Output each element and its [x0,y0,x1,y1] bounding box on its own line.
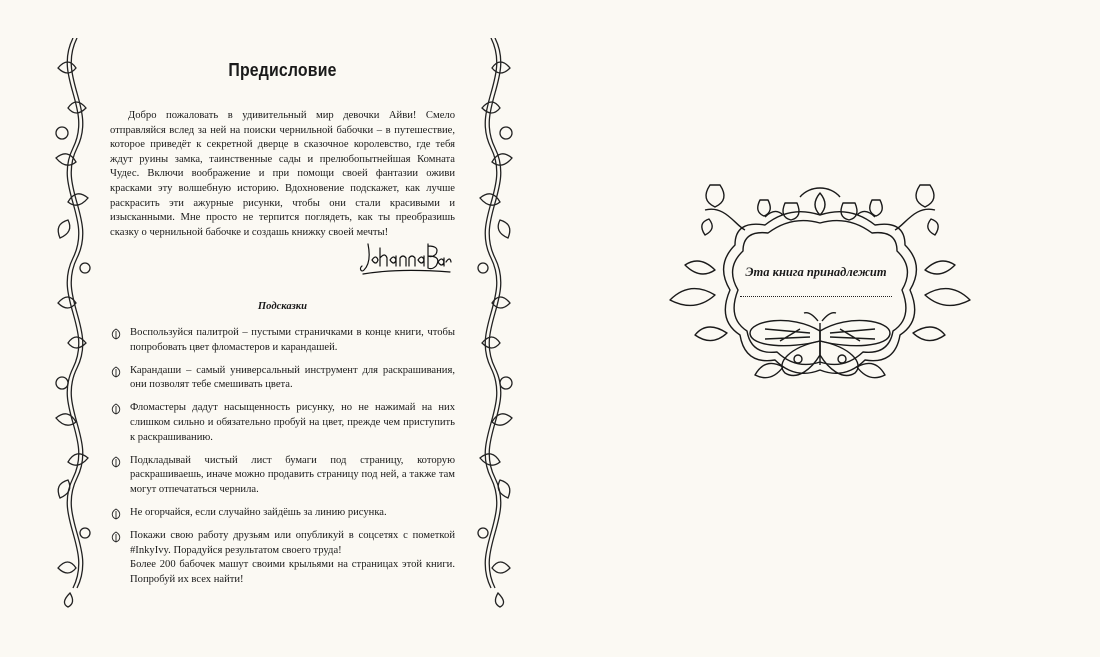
list-item [110,506,455,521]
list-item [110,454,455,498]
tip-text: Карандаши – самый универсальный инструмент для раскрашивания, они позволят тебе смешивать цвета. [130,364,455,391]
leaf-bullet-icon [110,328,122,340]
tip-text: Покажи свою работу друзьям или опубликуй в соцсетях с пометкой #InkyIvy. Порадуйся результатом своего труда! [130,530,455,556]
list-item [110,401,455,445]
leaf-bullet-icon [110,456,122,468]
author-signature [358,238,453,278]
left-vine-border [48,38,98,608]
list-item [110,364,455,393]
leaf-bullet-icon [110,531,122,543]
page-title: Предисловие [228,60,337,80]
tip-text: Воспользуйся палитрой – пустыми страничками в конце книги, чтобы попробовать цвет фломастеров и карандашей. [130,327,455,353]
foreword-paragraph: Добро пожаловать в удивительный мир девочки Айви! Смело отправляйся вслед за ней на поиски чернильной бабочки – в путешествие, которое приведёт к секретной дверце в сказочное королевство, где тебя ждут руины замка, таинственные сады и прелюбопытнейшая Комната Чудес. Включи воображение и при помощи своей фантазии оживи красками эту волшебную историю. Вдохновение подскажет, как лучше раскрасить эти ажурные рисунки, чтобы они стали красивыми и изысканными. Мне просто не терпится поглядеть, как ты преобразишь сказку о чернильной бабочке и создашь книжку своей мечты! [110,110,455,238]
list-item [110,529,455,558]
list-item [110,326,455,355]
owner-label: Эта книга принадлежит [745,265,887,279]
closing-text: Более 200 бабочек машут своими крыльями на страницах этой книги. Попробуй их всех найти! [130,559,455,585]
tip-text: Не огорчайся, если случайно зайдёшь за линию рисунка. [130,506,387,518]
right-vine-border [470,38,520,608]
leaf-bullet-icon [110,508,122,520]
ornamental-frame [665,175,975,397]
foreword-text [110,109,455,240]
owner-name-line[interactable] [740,296,892,297]
tips-heading: Подсказки [257,301,308,312]
leaf-bullet-icon [110,403,122,415]
tip-text: Подкладывай чистый лист бумаги под страницу, которую раскрашиваешь, иначе можно продавить страницу под ней, а также там могут отпечататься чернила. [130,454,455,495]
tip-text: Фломастеры дадут насыщенность рисунку, но не нажимай на них слишком сильно и обязательно пробуй на цвет, прежде чем приступить к раскрашиванию. [130,402,455,443]
left-page [110,60,455,585]
tips-list [110,326,455,567]
leaf-bullet-icon [110,366,122,378]
